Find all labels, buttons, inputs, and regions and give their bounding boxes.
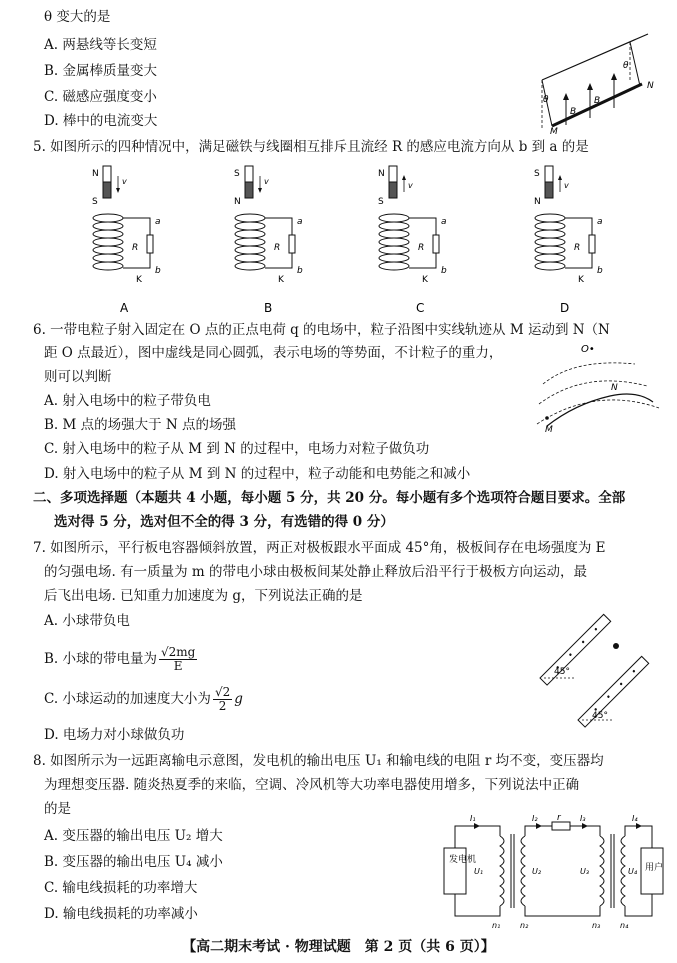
q8-option-b: B. 变压器的输出电压 U₄ 减小: [44, 854, 223, 870]
q4-option-a: A. 两悬线等长变短: [44, 37, 157, 53]
q6-o-label: O•: [581, 344, 595, 355]
q8-option-c: C. 输电线损耗的功率增大: [44, 880, 198, 896]
q5-d-bottom-pole: N: [534, 197, 541, 207]
q5-d-b: b: [597, 266, 603, 276]
q7-option-b-denominator: E: [173, 659, 183, 673]
q5-c-bottom-pole: S: [378, 197, 384, 207]
q6-option-a: A. 射入电场中的粒子带负电: [44, 393, 211, 409]
q8-u2-label: U₂: [532, 867, 542, 876]
q8-r-label: r: [557, 813, 561, 823]
q6-stem-line1: 6. 一带电粒子射入固定在 O 点的正点电荷 q 的电场中，粒子沿图中实线轨迹从 M 运动到 N（N: [33, 322, 610, 338]
q8-n4-label: n₄: [620, 921, 629, 930]
q5-c-caption: C: [416, 301, 425, 315]
q8-u1-label: U₁: [474, 867, 484, 876]
q5-panel-d: [530, 160, 620, 318]
q5-b-b: b: [297, 266, 303, 276]
q8-n2-label: n₂: [520, 921, 529, 930]
q8-stem-line2: 为理想变压器. 随炎热夏季的来临，空调、冷风机等大功率电器使用增多，下列说法中正确: [44, 777, 580, 793]
q5-c-a: a: [441, 217, 447, 227]
q5-a-v: v: [122, 177, 127, 186]
q7-option-b-prefix: B. 小球的带电量为: [44, 651, 158, 667]
q7-option-c-suffix: g: [234, 691, 243, 707]
q7-angle-label-1: 45°: [554, 667, 570, 677]
q5-d-top-pole: S: [534, 169, 540, 179]
q4-n-label: N: [647, 81, 654, 91]
q8-option-a: A. 变压器的输出电压 U₂ 增大: [44, 828, 223, 844]
q8-i4-label: I₄: [632, 814, 638, 823]
q7-option-c-prefix: C. 小球运动的加速度大小为: [44, 691, 211, 707]
q4-theta-label: θ: [543, 95, 549, 105]
q7-angle-label-2: 45°: [592, 711, 608, 721]
q7-option-b-fraction: [159, 646, 197, 673]
q5-stem: 5. 如图所示的四种情况中，满足磁铁与线圈相互排斥且流经 R 的感应电流方向从 b 到 a 的是: [33, 139, 589, 155]
q5-a-caption: A: [120, 301, 129, 315]
q7-option-b-numerator: √2mg: [161, 645, 196, 659]
q8-i3-label: I₃: [580, 814, 586, 823]
q5-b-v: v: [264, 177, 269, 186]
q7-option-c-fraction: [213, 686, 232, 713]
q5-panel-c: [374, 160, 464, 318]
q4-b-label: B: [570, 107, 577, 117]
q4-option-c: C. 磁感应强度变小: [44, 89, 157, 105]
q6-m-label: M: [545, 425, 553, 434]
q5-d-k: K: [578, 275, 584, 285]
q8-user-label: 用户: [645, 863, 664, 873]
q4-figure: [530, 30, 665, 135]
q5-b-r: R: [274, 243, 281, 253]
q8-generator-text: 发电机: [449, 855, 477, 865]
section2-header-line1: 二、多项选择题（本题共 4 小题，每小题 5 分，共 20 分。每小题有多个选项符合题目要求。全部: [33, 490, 626, 506]
q5-panel-b: [230, 160, 320, 318]
q7-stem-line2: 的匀强电场. 有一质量为 m 的带电小球由极板间某处静止释放后沿平行于极板方向运动，最: [44, 564, 587, 580]
q8-i2-label: I₂: [532, 814, 538, 823]
q4-b-label-2: B: [594, 96, 601, 106]
q5-b-k: K: [278, 275, 284, 285]
q5-b-caption: B: [264, 301, 273, 315]
q5-d-r: R: [574, 243, 581, 253]
q6-figure: [535, 338, 665, 434]
q5-a-b: b: [155, 266, 161, 276]
q5-d-caption: D: [560, 301, 570, 315]
q8-option-d: D. 输电线损耗的功率减小: [44, 906, 198, 922]
q5-d-v: v: [564, 181, 569, 190]
page-footer: 【高二期末考试 · 物理试题 第 2 页（共 6 页）】: [182, 939, 495, 955]
q8-figure: [440, 812, 670, 930]
q6-stem-line3: 则可以判断: [44, 369, 112, 385]
q4-m-label: M: [550, 127, 558, 135]
q5-a-bottom-pole: S: [92, 197, 98, 207]
q7-option-c-denominator: 2: [218, 699, 227, 713]
q5-c-r: R: [418, 243, 425, 253]
q8-stem-line1: 8. 如图所示为一远距离输电示意图，发电机的输出电压 U₁ 和输电线的电阻 r 均不变，变压器均: [33, 753, 604, 769]
q8-n1-label: n₁: [492, 921, 501, 930]
q6-stem-line2: 距 O 点最近），图中虚线是同心圆弧，表示电场的等势面，不计粒子的重力，: [44, 345, 503, 361]
q5-a-r: R: [132, 243, 139, 253]
q5-a-a: a: [155, 217, 161, 227]
q8-stem-line3: 的是: [44, 801, 71, 817]
q6-n-label: N: [611, 383, 618, 393]
q4-stem-tail: θ 变大的是: [44, 9, 111, 25]
q6-option-b: B. M 点的场强大于 N 点的场强: [44, 417, 237, 433]
q5-d-a: a: [597, 217, 603, 227]
q4-option-b: B. 金属棒质量变大: [44, 63, 158, 79]
q5-c-b: b: [441, 266, 447, 276]
q5-c-v: v: [408, 181, 413, 190]
q7-option-d: D. 电场力对小球做负功: [44, 727, 185, 743]
q7-option-a: A. 小球带负电: [44, 613, 130, 629]
q5-c-top-pole: N: [378, 169, 385, 179]
q8-u3-label: U₃: [580, 867, 590, 876]
q7-option-c: [44, 684, 243, 714]
q4-option-d: D. 棒中的电流变大: [44, 113, 158, 129]
q4-theta-label-2: θ: [623, 61, 629, 71]
q8-n3-label: n₃: [592, 921, 601, 930]
q5-a-k: K: [136, 275, 142, 285]
q7-figure: [530, 608, 665, 728]
q5-b-bottom-pole: N: [234, 197, 241, 207]
q7-option-c-numerator: √2: [214, 685, 231, 699]
q8-i1-label: I₁: [470, 814, 476, 823]
q7-stem-line1: 7. 如图所示，平行板电容器倾斜放置，两正对极板跟水平面成 45°角，极板间存在电场强度为 E: [33, 540, 606, 556]
q5-b-top-pole: S: [234, 169, 240, 179]
q8-u4-label: U₄: [628, 867, 638, 876]
q5-b-a: a: [297, 217, 303, 227]
q5-c-k: K: [422, 275, 428, 285]
q8-generator-label: [449, 853, 476, 865]
q5-a-top-pole: N: [92, 169, 99, 179]
q7-stem-line3: 后飞出电场. 已知重力加速度为 g，下列说法正确的是: [44, 588, 363, 604]
q6-option-d: D. 射入电场中的粒子从 M 到 N 的过程中，粒子动能和电势能之和减小: [44, 466, 471, 482]
q7-option-b: [44, 644, 199, 674]
section2-header-line2: 选对得 5 分，选对但不全的得 3 分，有选错的得 0 分）: [54, 514, 394, 530]
q6-option-c: C. 射入电场中的粒子从 M 到 N 的过程中，电场力对粒子做负功: [44, 441, 430, 457]
q5-panel-a: [88, 160, 178, 318]
